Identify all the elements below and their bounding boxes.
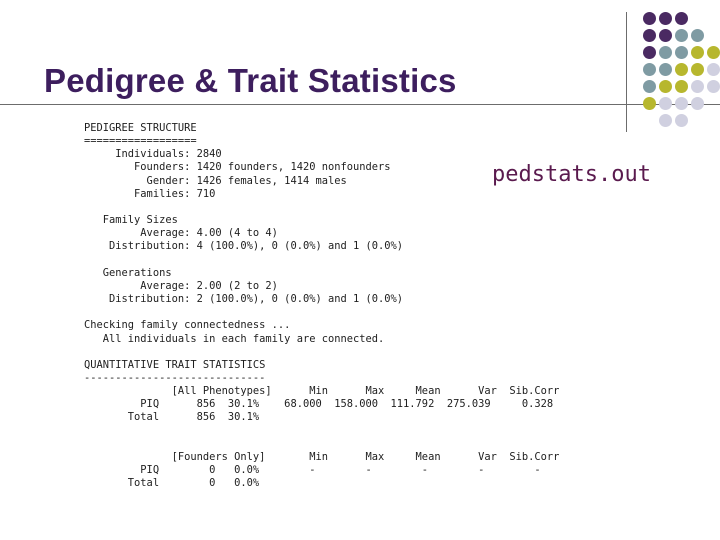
console-line	[84, 438, 559, 451]
dot-icon	[643, 46, 656, 59]
console-line: Family Sizes	[84, 214, 178, 227]
console-line: [All Phenotypes] Min Max Mean Var Sib.Corr	[84, 385, 560, 398]
dot-icon	[691, 29, 704, 42]
dot-icon	[675, 97, 688, 110]
console-line: Total 0 0.0%	[84, 477, 260, 490]
console-line: PEDIGREE STRUCTURE	[84, 122, 197, 134]
dot-icon	[691, 63, 704, 76]
dot-icon	[659, 97, 672, 110]
console-line: Distribution: 4 (100.0%), 0 (0.0%) and 1 (0.0%)	[84, 240, 404, 253]
dot-icon	[675, 114, 688, 127]
dot-icon	[707, 63, 720, 76]
dot-icon	[691, 97, 704, 110]
console-line: PIQ 0 0.0% - - - - -	[84, 464, 541, 477]
console-line: Founders: 1420 founders, 1420 nonfounders	[84, 161, 391, 174]
console-line: Individuals: 2840	[84, 148, 222, 161]
dot-icon	[707, 46, 720, 59]
dot-icon	[659, 46, 672, 59]
console-line: All individuals in each family are connected.	[84, 332, 385, 345]
dot-icon	[659, 114, 672, 127]
dot-icon	[691, 80, 704, 93]
console-line: QUANTITATIVE TRAIT STATISTICS	[84, 358, 266, 371]
dot-icon	[675, 12, 688, 25]
console-output	[84, 122, 559, 490]
console-line: PIQ 856 30.1% 68.000 158.000 111.792 275.039 0.328	[84, 398, 554, 411]
title-underline	[0, 104, 720, 105]
output-filename: pedstats.out	[492, 162, 651, 187]
console-line: Average: 2.00 (2 to 2)	[84, 279, 278, 292]
console-line: ==================	[84, 135, 197, 148]
dot-icon	[643, 12, 656, 25]
console-line	[84, 306, 559, 319]
console-line	[84, 201, 559, 214]
console-line: Gender: 1426 females, 1414 males	[84, 174, 347, 187]
console-line	[84, 254, 559, 267]
dot-icon	[691, 46, 704, 59]
dot-icon	[659, 63, 672, 76]
dot-icon	[659, 29, 672, 42]
console-line: Total 856 30.1%	[84, 411, 260, 424]
dot-icon	[675, 63, 688, 76]
dot-icon	[675, 46, 688, 59]
dot-icon	[675, 29, 688, 42]
console-line: Distribution: 2 (100.0%), 0 (0.0%) and 1 (0.0%)	[84, 293, 404, 306]
dot-icon	[643, 97, 656, 110]
console-line	[84, 425, 559, 438]
dot-icon	[643, 63, 656, 76]
dot-icon	[707, 80, 720, 93]
console-line: Average: 4.00 (4 to 4)	[84, 227, 278, 240]
console-line: Families: 710	[84, 187, 216, 200]
dot-icon	[675, 80, 688, 93]
slide-title: Pedigree & Trait Statistics	[44, 62, 457, 99]
dot-icon	[643, 29, 656, 42]
vertical-divider	[626, 12, 627, 132]
dot-icon	[659, 12, 672, 25]
console-line: [Founders Only] Min Max Mean Var Sib.Corr	[84, 450, 560, 463]
console-line: -----------------------------	[84, 371, 266, 384]
console-line	[84, 346, 559, 359]
dot-icon	[643, 80, 656, 93]
dot-icon	[659, 80, 672, 93]
console-line: Checking family connectedness ...	[84, 319, 291, 332]
console-line: Generations	[84, 266, 172, 279]
